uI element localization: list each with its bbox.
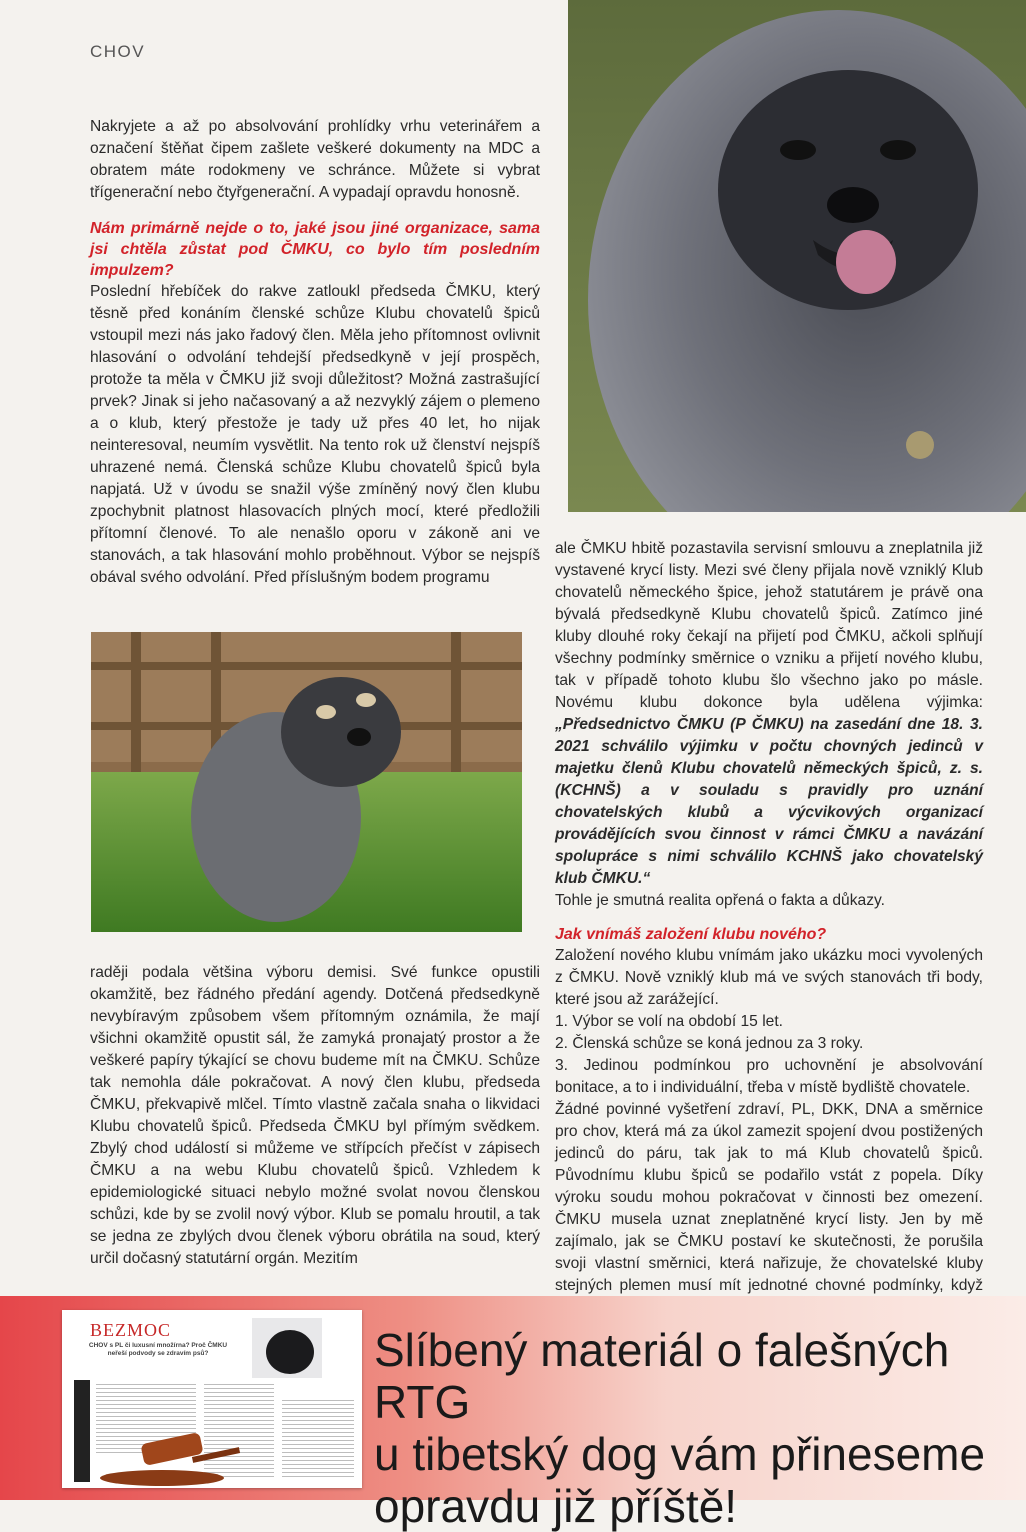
thumbnail-text-lines <box>282 1400 354 1480</box>
next-issue-announcement <box>374 1324 1004 1532</box>
article-column-right <box>555 538 983 1319</box>
announcement-line: u tibetský dog vám přineseme <box>374 1428 986 1480</box>
paragraph: Žádné povinné vyšetření zdraví, PL, DKK, DNA a směrnice pro chov, která má za úkol zamezit spojení dvou postižených jedinců do páru, tak jak to má Klub chovatelů špiců. Původnímu klubu špiců se podařilo vstát z popela. Díky výroku soudu mohou pokračovat v činnosti bez omezení. ČMKU musela uznat zneplatněné krycí listy. Jen by mě zajímalo, jak se ČMKU postaví ke skutečnosti, že porušila svoji vlastní směrnici, která nařizuje, že chovatelské kluby stejných plemen musí mít jednotné chovné podmínky, když <box>555 1101 983 1294</box>
gavel-icon <box>92 1430 242 1486</box>
article-column-left-bottom <box>90 962 540 1270</box>
announcement-line: opravdu již příště! <box>374 1480 738 1532</box>
list-item: 3. Jedinou podmínkou pro uchovnění je absolvování bonitace, a to i individuální, třeba v místě bydliště chovatele. <box>555 1057 983 1096</box>
list-item: 1. Výbor se volí na období 15 let. <box>555 1013 783 1030</box>
keeshond-portrait-photo <box>568 0 1026 512</box>
paragraph: raději podala většina výboru demisi. Své funkce opustili okamžitě, bez řádného předání agendy. Dotčená předsedkyně nevybíravým způsobem všem přítomným oznámila, že mají všichni okamžitě opustit sál, že zamyká pronajatý prostor a že veškeré papíry týkající se chovu budeme mít na ČMKU. Schůze tak nemohla dále pokračovat. A nový člen klubu, předseda ČMKU, překvapivě mlčel. Tímto vlastně začala snaha o likvidaci Klubu chovatelů špiců. Předseda ČMKU byl přímým svědkem. Zbylý chod událostí si můžeme ve střípcích přečíst v zápisech ČMKU a na webu Klubu chovatelů špiců. Vzhledem k epidemiologické situaci nebylo možné svolat novou členskou schůzi, kde by se zvolil nový výbor. Klub se pomalu hroutil, a tak se jedna ze zbylých dvou členek výboru obrátila na soud, který určil dočasný statutární orgán. Mezitím <box>90 964 540 1267</box>
list-item: 2. Členská schůze se koná jednou za 3 roky. <box>555 1035 864 1052</box>
paragraph: Založení nového klubu vnímám jako ukázku moci vyvolených z ČMKU. Nově vzniklý klub má ve svých stanovách tři body, které jsou až zarážející. <box>555 947 983 1008</box>
paragraph: Tohle je smutná realita opřená o fakta a důkazy. <box>555 892 885 909</box>
interview-question: Nám primárně nejde o to, jaké jsou jiné organizace, sama jsi chtěla zůstat pod ČMKU, co bylo tím posledním impulzem? <box>90 220 540 279</box>
next-issue-banner <box>0 1296 1026 1532</box>
keeshond-puppy-photo <box>91 632 522 932</box>
article-column-left-top <box>90 116 540 589</box>
paragraph-text: ale ČMKU hbitě pozastavila servisní smlouvu a zneplatnila již vystavené krycí listy. Mezi své členy přijala nově vzniklý Klub chovatelů německého špice, jehož statutárem je právě ona bývalá předsedkyně Klubu chovatelů špiců. Zatímco jiné kluby dlouhé roky čekají na přijetí pod ČMKU, ačkoli splňují všechny podmínky směrnice o vzniku a přijetí nového klubu, tak v případě tohoto klubu šlo všechno jako po másle. Novému klubu dokonce byla udělena výjimka: <box>555 540 983 711</box>
section-label: CHOV <box>90 42 146 61</box>
thumbnail-dog-image <box>252 1318 322 1378</box>
thumbnail-subtitle: CHOV s PL či luxusní množírna? Proč ČMKU neřeší podvody se zdravím psů? <box>88 1342 228 1357</box>
announcement-line: Slíbený materiál o falešných RTG <box>374 1324 950 1428</box>
quoted-decision: „Předsednictvo ČMKU (P ČMKU) na zasedání dne 18. 3. 2021 schválilo výjimku v počtu chovných jedinců v majetku členů Klubu chovatelů německých špiců, z. s. (KCHNŠ) a v souladu s pravidly pro uznání chovatelských klubů a výcvikových organizací provádějících svou činnost v rámci ČMKU a navázání spolupráce s nimi schválilo KCHNŠ jako chovatelský klub ČMKU.“ <box>555 716 983 887</box>
thumbnail-title: BEZMOC <box>90 1320 172 1340</box>
interview-question: Jak vnímáš založení klubu nového? <box>555 926 827 943</box>
next-issue-thumbnail <box>62 1310 362 1488</box>
thumbnail-dark-strip <box>74 1380 90 1482</box>
paragraph: Poslední hřebíček do rakve zatloukl předseda ČMKU, který těsně před konáním členské schůze Klubu chovatelů špiců vstoupil mezi nás jako řadový člen. Měla jeho přítomnost ovlivnit hlasování o odvolání tehdejší předsedkyně v její prospěch, protože ta měla v ČMKU již svoji důležitost? Možná zastrašující prvek? Jinak si jeho načasovaný a až nezvyklý zájem o plemeno a o klub, který přestože je tady už přes 40 let, ho nijak neinteresoval, neumím vysvětlit. Na tento rok už členství nejspíš uhrazené nemá. Členská schůze Klubu chovatelů špiců byla napjatá. Už v úvodu se snažil výše zmíněný nový člen klubu zpochybnit platnost hlasovacích plných mocí, které předložili přítomní členové. To ale nenašlo oporu v zákoně ani ve stanovách, a tak hlasování mohlo proběhnout. Výbor se nejspíš obával svého odvolání. Před příslušným bodem programu <box>90 283 540 586</box>
paragraph: Nakryjete a až po absolvování prohlídky vrhu veterinářem a označení štěňat čipem zašlete veškeré dokumenty na MDC a obratem máte rodokmeny ve schránce. Můžete si vybrat třígenerační nebo čtyřgenerační. A vypadají opravdu honosně. <box>90 118 540 201</box>
paragraph <box>555 538 983 890</box>
